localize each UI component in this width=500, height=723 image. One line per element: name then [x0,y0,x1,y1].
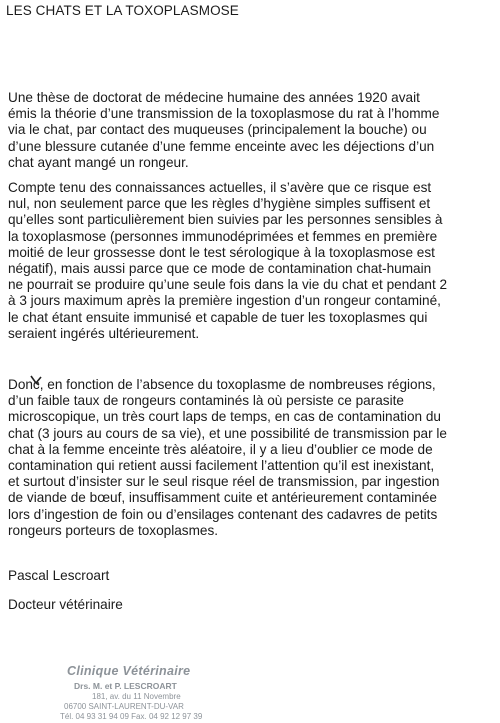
paragraph-history: Une thèse de doctorat de médecine humaine des années 1920 avait émis la théorie d’une transmission de la toxoplasmose du rat à l’homme via le chat, par contact des muqueuses (principalement la bouche) ou d’une blessure cutanée d’une femme enceinte avec les déjections d’un chat ayant mangé un rongeur. [8,90,440,170]
stamp-doctors: Drs. M. et P. LESCROART [74,681,177,691]
document-title: LES CHATS ET LA TOXOPLASMOSE [6,3,239,18]
clinic-stamp [60,660,220,723]
signature-name: Pascal Lescroart [8,568,110,583]
paragraph-current-knowledge: Compte tenu des connaissances actuelles, il s’avère que ce risque est nul, non seulement parce que les règles d’hygiène simples suffisent et qu’elles sont particulièrement bien suivies par les personnes sensibles à la toxoplasmose (personnes immunodéprimées et femmes en première moitié de leur grossesse dont le test sérologique à la toxoplasmose est négatif), mais aussi parce que ce mode de contamination chat-humain ne pourrait se produire qu’une seule fois dans la vie du chat et pendant 2 à 3 jours maximum après la première ingestion d’un rongeur contaminé, le chat étant ensuite immunisé et capable de tuer les toxoplasmes qui seraient ingérés ultérieurement. [8,180,448,341]
stamp-phones: Tél. 04 93 31 94 09 Fax. 04 92 12 97 39 [60,712,203,721]
stamp-clinic-name: Clinique Vétérinaire [67,664,191,678]
stamp-city: 06700 SAINT-LAURENT-DU-VAR [64,702,184,711]
signature-title: Docteur vétérinaire [8,597,123,612]
stamp-address: 181, av. du 11 Novembre [92,692,181,701]
paragraph-conclusion: Donc, en fonction de l’absence du toxoplasme de nombreuses régions, d’un faible taux de rongeurs contaminés là où persiste ce parasite microscopique, un très court laps de temps, en cas de contamination du chat (3 jours au cours de sa vie), et une possibilité de transmission par le chat à la femme enceinte très aléatoire, il y a lieu d’oublier ce mode de contamination qui retient aussi facilement l’attention qu’il est inexistant, et surtout d’insister sur le seul risque réel de transmission, par ingestion de viande de bœuf, insuffisamment cuite et antérieurement contaminée lors d’ingestion de foin ou d’ensilages contenant des cadavres de petits rongeurs porteurs de toxoplasmes. [8,377,447,538]
